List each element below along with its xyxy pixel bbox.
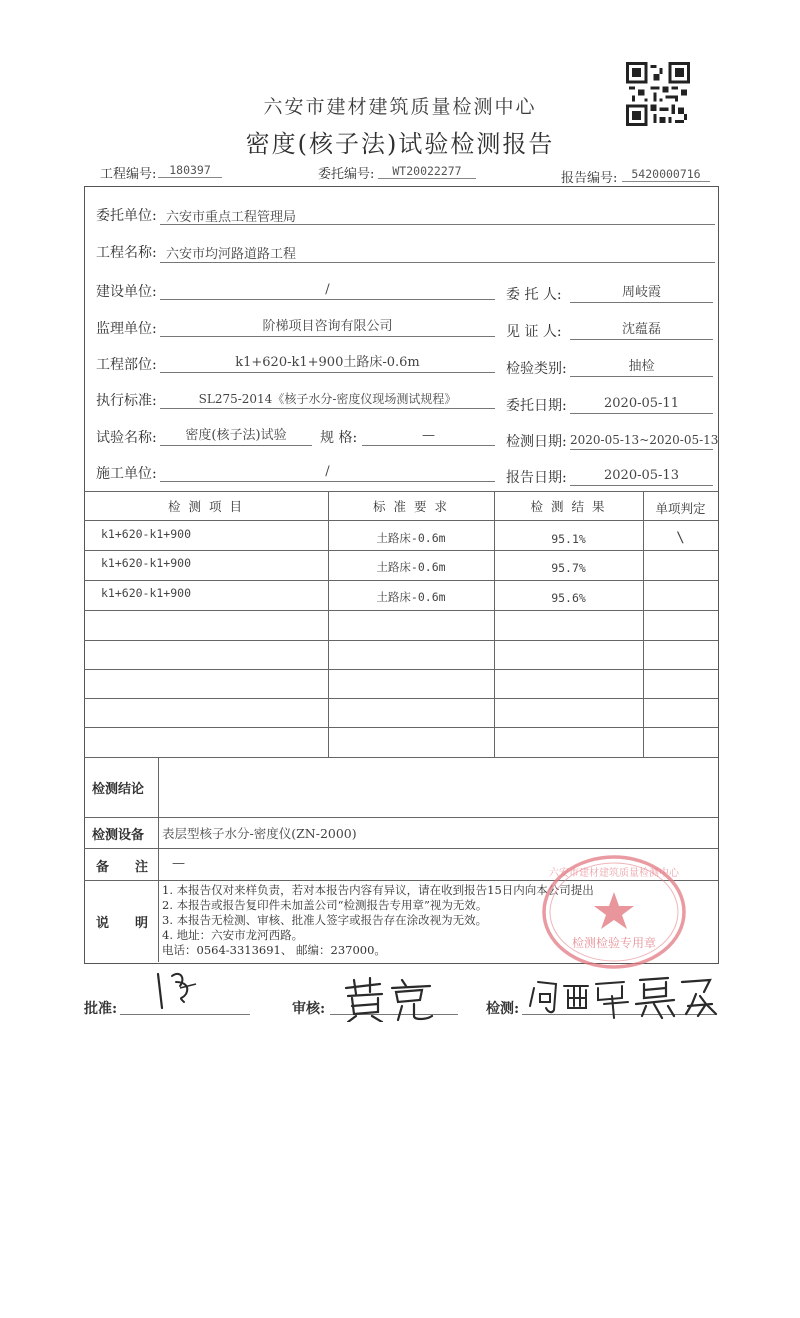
inspection-type-label: 检验类别: [506, 361, 567, 377]
project-no: 180397 [158, 163, 222, 178]
builder-label: 建设单位: [96, 284, 157, 300]
standard-value: SL275-2014《核子水分-密度仪现场测试规程》 [160, 390, 495, 409]
client-value: 六安市重点工程管理局 [166, 210, 297, 225]
inspection-type-value: 抽检 [570, 358, 713, 377]
conclusion-label: 检测结论 [92, 782, 145, 797]
test-date-value: 2020-05-13~2020-05-13 [570, 431, 713, 450]
table-row-requirement: 土路床-0.6m [376, 531, 446, 545]
commission-date-label: 委托日期: [506, 398, 567, 414]
report-title: 密度(核子法)试验检测报告 [245, 130, 555, 158]
client-underline [160, 224, 715, 225]
table-row-result: 95.7% [551, 561, 586, 575]
inspection-seal-stamp [541, 852, 687, 970]
project-label: 工程名称: [96, 245, 157, 261]
spec-label: 规 格: [320, 430, 358, 446]
table-row-item: k1+620-k1+900 [101, 586, 192, 600]
spec-value: — [362, 427, 495, 446]
supervisor-label: 监理单位: [96, 321, 157, 337]
table-header-line [84, 520, 718, 521]
report-date-label: 报告日期: [506, 470, 567, 486]
table-row-line [84, 640, 718, 641]
report-date-value: 2020-05-13 [570, 467, 713, 486]
header-requirement: 标 准 要 求 [373, 499, 449, 514]
approve-signature [150, 964, 230, 1016]
label-col-divider [158, 757, 159, 962]
table-row-line [84, 580, 718, 581]
table-row-requirement: 土路床-0.6m [376, 560, 446, 574]
table-row-line [84, 550, 718, 551]
test-signature [528, 974, 718, 1022]
review-signature [340, 976, 436, 1022]
table-row-judgement: \ [676, 530, 685, 546]
table-row-item: k1+620-k1+900 [101, 556, 192, 570]
constructor-value: / [160, 463, 495, 482]
location-value: k1+620-k1+900土路床-0.6m [160, 354, 495, 373]
project-value: 六安市均河路道路工程 [166, 247, 297, 262]
table-row-result: 95.6% [551, 591, 586, 605]
commission-no-label: 委托编号: [318, 167, 375, 182]
witness-value: 沈蕴磊 [570, 321, 713, 340]
organization-name: 六安市建材建筑质量检测中心 [263, 96, 537, 118]
note-line: 2. 本报告或报告复印件未加盖公司“检测报告专用章”视为无效。 [162, 898, 488, 912]
standard-label: 执行标准: [96, 393, 157, 409]
review-label: 审核: [292, 1001, 326, 1017]
table-top-line [84, 491, 718, 492]
note-line: 1. 本报告仅对来样负责，若对本报告内容有异议，请在收到报告15日内向本公司提出 [162, 883, 594, 897]
commissioner-label: 委 托 人: [506, 287, 562, 303]
project-underline [160, 262, 715, 263]
commission-date-value: 2020-05-11 [570, 395, 713, 414]
test-date-label: 检测日期: [506, 434, 567, 450]
header-item: 检 测 项 目 [168, 499, 244, 514]
svg-text:检测检验专用章: 检测检验专用章 [571, 936, 657, 950]
builder-value: / [160, 281, 495, 300]
supervisor-value: 阶梯项目咨询有限公司 [160, 318, 495, 337]
note-line: 3. 本报告无检测、审核、批准人签字或报告存在涂改视为无效。 [162, 913, 488, 927]
equipment-label: 检测设备 [92, 828, 145, 843]
location-label: 工程部位: [96, 357, 157, 373]
commission-no: WT20022277 [378, 164, 476, 179]
table-row-result: 95.1% [551, 532, 586, 546]
test-name-label: 试验名称: [96, 430, 157, 446]
client-label: 委托单位: [96, 208, 157, 224]
note-line: 4. 地址：六安市龙河西路。 [162, 928, 304, 942]
table-row-line [84, 669, 718, 670]
test-name-value: 密度(核子法)试验 [160, 427, 312, 446]
remark-value: — [172, 856, 185, 871]
header-judgement: 单项判定 [655, 501, 706, 516]
table-col-divider [494, 491, 495, 757]
remark-label: 备 注 [96, 860, 149, 875]
table-row-requirement: 土路床-0.6m [376, 590, 446, 604]
constructor-label: 施工单位: [96, 466, 157, 482]
table-row-line [84, 610, 718, 611]
equipment-line [84, 848, 718, 849]
table-row-line [84, 727, 718, 728]
table-row-line [84, 698, 718, 699]
conclusion-line [84, 817, 718, 818]
notes-label: 说 明 [96, 916, 149, 931]
test-label: 检测: [486, 1001, 520, 1017]
table-bottom-line [84, 757, 718, 758]
report-no-label: 报告编号: [561, 171, 618, 186]
witness-label: 见 证 人: [506, 324, 562, 340]
commissioner-value: 周岐霞 [570, 284, 713, 303]
table-row-item: k1+620-k1+900 [101, 527, 192, 541]
report-no: 5420000716 [622, 167, 710, 182]
note-line: 电话：0564-3313691、 邮编：237000。 [162, 943, 386, 957]
project-no-label: 工程编号: [100, 167, 157, 182]
header-result: 检 测 结 果 [530, 499, 607, 514]
equipment-value: 表层型核子水分-密度仪(ZN-2000) [162, 826, 357, 841]
approve-label: 批准: [84, 1001, 118, 1017]
svg-text:六安市建材建筑质量检测中心: 六安市建材建筑质量检测中心 [549, 868, 679, 879]
